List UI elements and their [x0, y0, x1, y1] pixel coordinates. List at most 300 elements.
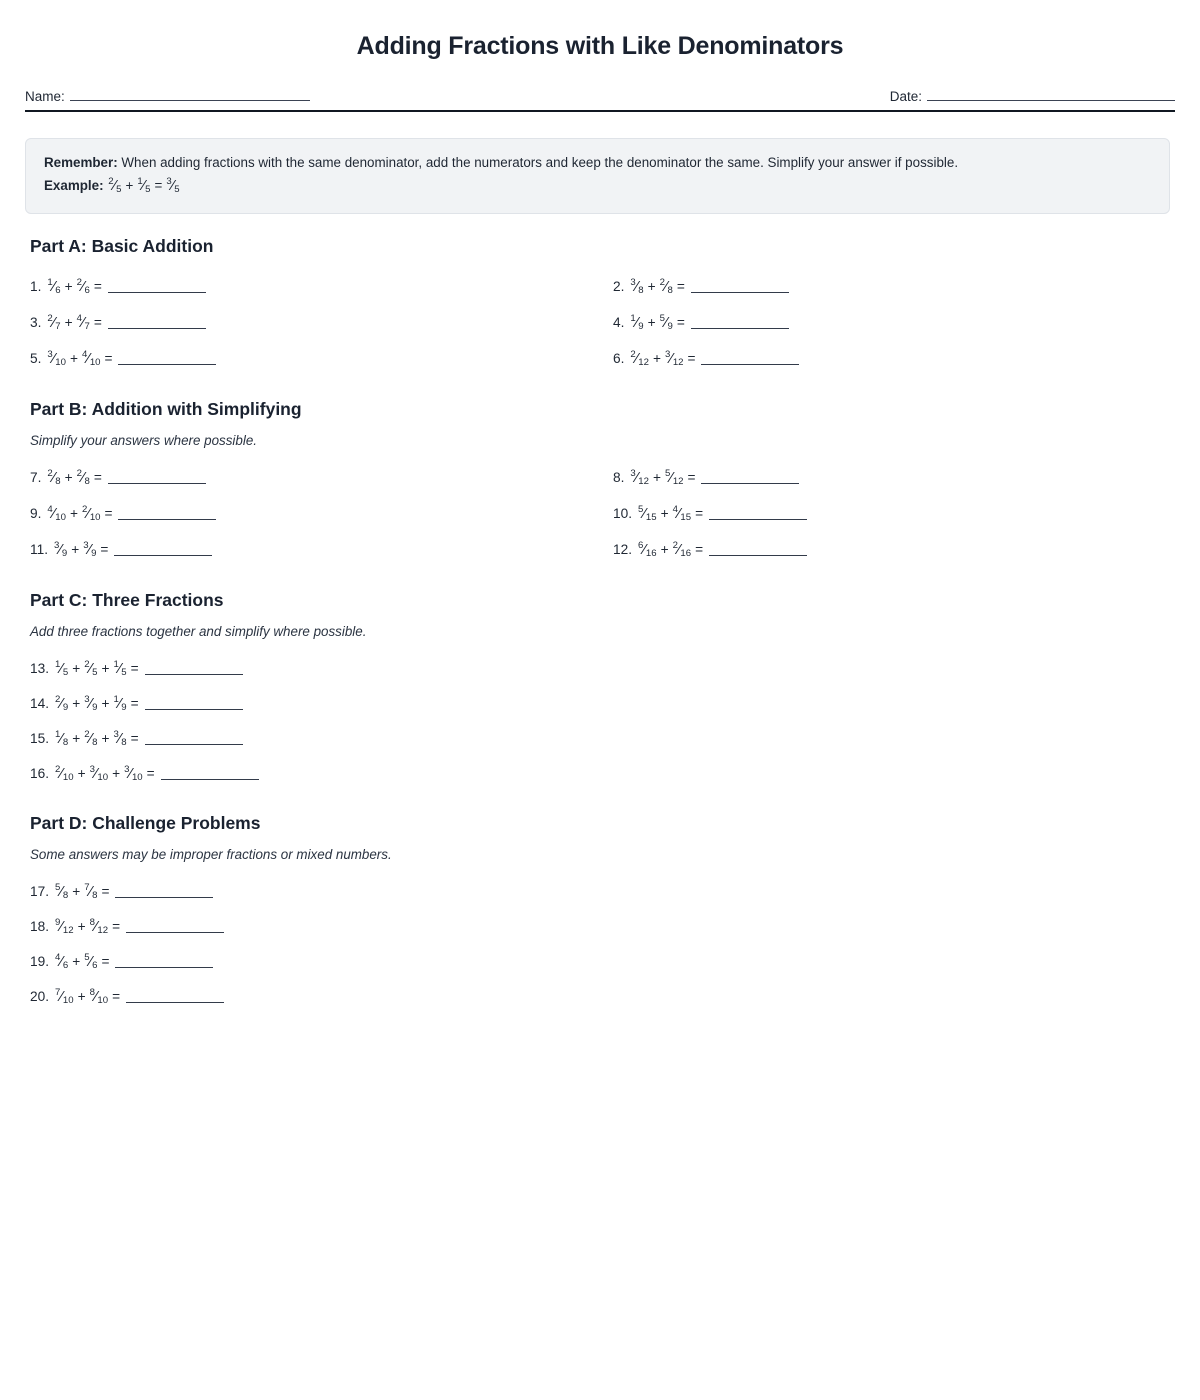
problem-number: 19.	[30, 953, 50, 969]
answer-blank[interactable]	[145, 733, 243, 745]
answer-blank[interactable]	[145, 698, 243, 710]
answer-blank[interactable]	[691, 281, 789, 293]
fraction-numerator: 2	[76, 468, 82, 480]
fraction-numerator: 1	[113, 693, 119, 705]
fraction-numerator: 3	[89, 763, 95, 775]
section	[25, 399, 1175, 568]
name-date-row	[25, 87, 1175, 112]
fraction-denominator: 12	[638, 357, 649, 369]
fraction-denominator: 8	[92, 736, 98, 748]
problem-number: 9.	[30, 506, 42, 522]
fraction-numerator: 2	[84, 728, 90, 740]
remember-label: Remember:	[44, 155, 118, 170]
fraction-slash: ⁄	[89, 694, 93, 712]
fraction-slash: ⁄	[60, 917, 63, 935]
fraction-numerator: 1	[630, 313, 636, 325]
fraction-slash: ⁄	[677, 541, 681, 559]
problem-number: 1.	[30, 279, 42, 295]
fraction-slash: ⁄	[60, 764, 63, 782]
plus-operator: +	[101, 695, 110, 711]
fraction-numerator: 3	[113, 728, 119, 740]
fraction	[90, 765, 109, 783]
fraction-denominator: 9	[121, 701, 127, 713]
fraction-numerator: 8	[89, 986, 95, 998]
answer-blank[interactable]	[701, 353, 799, 365]
fraction	[84, 883, 97, 901]
fraction-slash: ⁄	[664, 278, 668, 296]
fraction	[90, 918, 109, 936]
fraction-slash: ⁄	[635, 350, 639, 368]
problem-item	[608, 341, 1191, 377]
problem-number: 11.	[30, 542, 49, 558]
equals-operator: =	[101, 953, 110, 969]
fraction-denominator: 5	[174, 183, 180, 195]
answer-blank[interactable]	[118, 353, 216, 365]
problem-item	[25, 756, 1175, 791]
equals-operator: =	[146, 765, 155, 781]
fraction-slash: ⁄	[87, 505, 90, 523]
plus-operator: +	[71, 542, 80, 558]
name-write-line[interactable]	[70, 87, 310, 101]
fraction-slash: ⁄	[635, 278, 639, 296]
fraction	[84, 953, 97, 971]
problem-number: 3.	[30, 315, 42, 331]
fraction-denominator: 8	[62, 736, 69, 748]
problem-item	[25, 874, 1175, 909]
fraction-slash: ⁄	[52, 469, 56, 487]
fraction-slash: ⁄	[87, 350, 90, 368]
answer-blank[interactable]	[126, 921, 224, 933]
fraction-denominator: 10	[131, 771, 143, 783]
problem-number: 18.	[30, 918, 50, 934]
fraction-slash: ⁄	[677, 505, 681, 523]
answer-blank[interactable]	[709, 544, 807, 556]
fraction-numerator: 2	[659, 277, 665, 289]
problem-item	[25, 651, 1175, 686]
fraction-denominator: 6	[62, 959, 69, 971]
fraction-denominator: 8	[92, 889, 98, 901]
plus-operator: +	[660, 506, 669, 522]
fraction-denominator: 5	[92, 666, 98, 678]
page-title: Adding Fractions with Like Denominators	[356, 32, 844, 60]
fraction-slash: ⁄	[59, 541, 62, 559]
fraction-numerator: 5	[659, 313, 665, 325]
fraction-denominator: 5	[145, 183, 151, 195]
fraction-slash: ⁄	[94, 917, 98, 935]
answer-blank[interactable]	[709, 508, 807, 520]
fraction-slash: ⁄	[60, 659, 63, 677]
plus-operator: +	[647, 279, 656, 295]
plus-operator: +	[72, 953, 81, 969]
problem-number: 5.	[30, 351, 42, 367]
answer-blank[interactable]	[108, 472, 206, 484]
fraction-slash: ⁄	[52, 314, 56, 332]
problem-item	[25, 909, 1175, 944]
fraction-numerator: 5	[84, 951, 90, 963]
fraction	[630, 314, 643, 332]
fraction-numerator: 3	[84, 693, 90, 705]
fraction-numerator: 2	[47, 468, 53, 480]
section	[25, 236, 1175, 377]
fraction-denominator: 15	[680, 512, 692, 524]
fraction-slash: ⁄	[89, 882, 93, 900]
plus-operator: +	[77, 765, 86, 781]
fraction-denominator: 8	[55, 476, 61, 488]
fraction-denominator: 12	[672, 476, 684, 488]
plus-operator: +	[64, 279, 73, 295]
fraction-denominator: 10	[55, 512, 66, 524]
fraction	[77, 278, 90, 296]
fraction-numerator: 2	[55, 763, 61, 775]
fraction-denominator: 8	[62, 889, 69, 901]
fraction	[660, 278, 673, 296]
fraction	[166, 174, 179, 198]
plus-operator: +	[72, 695, 81, 711]
section-heading: Part B: Addition with Simplifying	[30, 399, 302, 419]
fraction	[124, 765, 143, 783]
fraction-slash: ⁄	[52, 278, 56, 296]
fraction-denominator: 12	[62, 924, 74, 936]
problem-item	[608, 532, 1191, 568]
fraction-slash: ⁄	[118, 729, 122, 747]
fraction-slash: ⁄	[60, 952, 63, 970]
problem-item	[25, 944, 1175, 979]
fraction-denominator: 10	[97, 771, 109, 783]
equals-operator: =	[100, 542, 109, 558]
section-heading: Part A: Basic Addition	[30, 236, 214, 256]
fraction-numerator: 6	[638, 540, 644, 552]
plus-operator: +	[77, 918, 86, 934]
fraction-numerator: 3	[166, 175, 172, 187]
fraction-denominator: 5	[62, 666, 69, 678]
section-instruction: Simplify your answers where possible.	[30, 433, 257, 448]
fraction-denominator: 9	[638, 321, 644, 333]
fraction-slash: ⁄	[94, 987, 98, 1005]
equals-operator: =	[93, 279, 102, 295]
fraction-numerator: 2	[47, 313, 53, 325]
answer-blank[interactable]	[161, 768, 259, 780]
remember-callout	[25, 138, 1170, 214]
fraction	[55, 695, 68, 713]
fraction	[47, 469, 60, 487]
equals-operator: =	[112, 918, 121, 934]
section	[25, 590, 1175, 791]
fraction	[84, 660, 97, 678]
fraction-slash: ⁄	[81, 314, 85, 332]
fraction-numerator: 2	[630, 349, 636, 361]
problem-item	[25, 269, 608, 305]
equals-operator: =	[676, 315, 685, 331]
fraction-numerator: 3	[47, 349, 53, 361]
fraction-numerator: 5	[55, 881, 61, 893]
fraction-numerator: 9	[55, 916, 61, 928]
fraction-numerator: 3	[630, 468, 636, 480]
fraction-denominator: 8	[667, 285, 673, 297]
remember-text: When adding fractions with the same denominator, add the numerators and keep the denominator the same. Simplify your answer if possible.	[117, 155, 959, 170]
section-heading: Part C: Three Fractions	[30, 590, 224, 610]
fraction	[638, 541, 657, 559]
plus-operator: +	[64, 315, 73, 331]
fraction-slash: ⁄	[129, 764, 132, 782]
fraction-denominator: 10	[89, 357, 101, 369]
date-field[interactable]	[890, 87, 1175, 104]
problem-number: 12.	[613, 542, 633, 558]
fraction-numerator: 1	[55, 658, 61, 670]
problem-item	[25, 979, 1175, 1014]
problem-item	[25, 721, 1175, 756]
fraction-denominator: 10	[55, 357, 66, 369]
fraction-numerator: 4	[81, 349, 88, 361]
fraction	[660, 314, 673, 332]
fraction	[55, 953, 68, 971]
fraction-denominator: 9	[667, 321, 673, 333]
problem-container	[25, 874, 1175, 1014]
problem-number: 13.	[30, 660, 50, 676]
fraction-denominator: 10	[97, 994, 109, 1006]
problem-item	[25, 532, 608, 568]
fraction-slash: ⁄	[94, 764, 98, 782]
date-write-line[interactable]	[927, 87, 1175, 101]
fraction-numerator: 3	[54, 540, 60, 552]
fraction	[638, 505, 657, 523]
fraction	[55, 660, 68, 678]
answer-blank[interactable]	[118, 508, 216, 520]
fraction	[77, 314, 90, 332]
fraction-denominator: 10	[62, 771, 74, 783]
fraction	[84, 695, 97, 713]
fraction-numerator: 3	[83, 540, 89, 552]
fraction-numerator: 7	[55, 986, 61, 998]
equals-operator: =	[130, 730, 139, 746]
fraction-slash: ⁄	[113, 176, 117, 194]
fraction	[630, 350, 649, 368]
fraction	[630, 469, 649, 487]
fraction	[113, 730, 126, 748]
fraction-slash: ⁄	[60, 729, 63, 747]
fraction	[90, 988, 109, 1006]
plus-operator: +	[652, 351, 661, 367]
problem-number: 7.	[30, 470, 42, 486]
fraction-denominator: 9	[91, 548, 97, 560]
answer-blank[interactable]	[145, 663, 243, 675]
fraction-numerator: 7	[84, 881, 90, 893]
fraction-numerator: 2	[672, 540, 678, 552]
fraction-denominator: 16	[680, 548, 692, 560]
fraction-slash: ⁄	[171, 176, 175, 194]
fraction-numerator: 1	[47, 277, 53, 289]
name-field[interactable]	[25, 87, 310, 104]
answer-blank[interactable]	[115, 956, 213, 968]
fraction-slash: ⁄	[60, 987, 63, 1005]
problem-number: 17.	[30, 883, 50, 899]
plus-operator: +	[660, 542, 669, 558]
fraction-slash: ⁄	[88, 541, 92, 559]
problem-number: 10.	[613, 506, 633, 522]
fraction-numerator: 3	[664, 349, 671, 361]
fraction-denominator: 6	[55, 285, 61, 297]
fraction-denominator: 15	[645, 512, 657, 524]
fraction-slash: ⁄	[60, 882, 63, 900]
fraction-denominator: 6	[84, 285, 90, 297]
fraction-numerator: 1	[137, 175, 143, 187]
section-instruction: Some answers may be improper fractions or mixed numbers.	[30, 847, 392, 862]
problem-item	[25, 686, 1175, 721]
problem-item	[608, 460, 1191, 496]
fraction-numerator: 1	[55, 728, 61, 740]
fraction-slash: ⁄	[52, 350, 56, 368]
plus-operator: +	[112, 765, 121, 781]
fraction-denominator: 7	[55, 321, 61, 333]
sections-container	[25, 236, 1175, 1014]
fraction-slash: ⁄	[52, 505, 56, 523]
fraction-numerator: 3	[124, 763, 130, 775]
fraction	[47, 350, 66, 368]
fraction	[82, 350, 101, 368]
fraction-numerator: 1	[113, 658, 119, 670]
problem-item	[25, 341, 608, 377]
fraction	[113, 660, 126, 678]
fraction-denominator: 12	[672, 357, 684, 369]
equals-operator: =	[104, 351, 113, 367]
section-heading: Part D: Challenge Problems	[30, 813, 261, 833]
fraction-denominator: 8	[638, 285, 644, 297]
problem-number: 14.	[30, 695, 50, 711]
fraction-denominator: 16	[645, 548, 657, 560]
fraction	[55, 765, 74, 783]
fraction-numerator: 4	[55, 951, 61, 963]
answer-blank[interactable]	[701, 472, 799, 484]
name-label: Name:	[25, 89, 65, 104]
fraction	[108, 174, 121, 198]
fraction-denominator: 10	[62, 994, 74, 1006]
problem-item	[608, 269, 1191, 305]
answer-blank[interactable]	[108, 317, 206, 329]
fraction-numerator: 3	[630, 277, 636, 289]
problem-item	[608, 496, 1191, 532]
fraction-slash: ⁄	[118, 694, 122, 712]
fraction-denominator: 6	[92, 959, 98, 971]
fraction-slash: ⁄	[643, 541, 646, 559]
fraction	[83, 541, 96, 559]
fraction-slash: ⁄	[81, 278, 85, 296]
example-line	[44, 174, 1151, 198]
answer-blank[interactable]	[114, 544, 212, 556]
fraction-numerator: 2	[84, 658, 90, 670]
fraction	[47, 314, 60, 332]
fraction-slash: ⁄	[89, 952, 93, 970]
plus-operator: +	[69, 506, 78, 522]
fraction	[54, 541, 67, 559]
problem-container	[25, 651, 1175, 791]
fraction-slash: ⁄	[635, 314, 639, 332]
plus-operator: +	[69, 351, 78, 367]
fraction-numerator: 4	[47, 504, 53, 516]
section	[25, 813, 1175, 1014]
problem-container	[25, 269, 1175, 377]
equals-operator: =	[676, 279, 685, 295]
fraction-numerator: 2	[81, 504, 88, 516]
fraction	[630, 278, 643, 296]
equals-operator: =	[695, 542, 704, 558]
equals-operator: =	[93, 470, 102, 486]
fraction-numerator: 8	[89, 916, 95, 928]
section-instruction: Add three fractions together and simplify where possible.	[30, 624, 367, 639]
fraction	[47, 278, 60, 296]
fraction-denominator: 9	[92, 701, 98, 713]
plus-operator: +	[72, 730, 81, 746]
fraction-denominator: 9	[62, 701, 69, 713]
fraction	[55, 918, 74, 936]
fraction	[77, 469, 90, 487]
plus-operator: +	[652, 470, 661, 486]
equals-operator: =	[154, 177, 163, 193]
answer-blank[interactable]	[691, 317, 789, 329]
fraction-slash: ⁄	[670, 350, 673, 368]
plus-operator: +	[72, 883, 81, 899]
fraction-slash: ⁄	[60, 694, 63, 712]
remember-line	[44, 152, 1151, 174]
fraction-numerator: 4	[76, 313, 82, 325]
problem-number: 6.	[613, 351, 625, 367]
plus-operator: +	[72, 660, 81, 676]
fraction-numerator: 5	[638, 504, 644, 516]
equals-operator: =	[695, 506, 704, 522]
fraction-slash: ⁄	[670, 469, 673, 487]
fraction-denominator: 12	[97, 924, 109, 936]
fraction-denominator: 5	[116, 183, 122, 195]
plus-operator: +	[64, 470, 73, 486]
fraction-numerator: 5	[664, 468, 671, 480]
problem-number: 15.	[30, 730, 50, 746]
problem-item	[608, 305, 1191, 341]
problem-item	[25, 305, 608, 341]
equals-operator: =	[104, 506, 113, 522]
plus-operator: +	[125, 177, 134, 193]
fraction	[137, 174, 150, 198]
answer-blank[interactable]	[108, 281, 206, 293]
problem-number: 16.	[30, 765, 50, 781]
problem-item	[25, 460, 608, 496]
equals-operator: =	[130, 660, 139, 676]
problem-number: 20.	[30, 988, 50, 1004]
equals-operator: =	[112, 988, 121, 1004]
plus-operator: +	[77, 988, 86, 1004]
example-label: Example:	[44, 177, 104, 193]
fraction-denominator: 9	[61, 548, 68, 560]
fraction	[113, 695, 126, 713]
fraction-slash: ⁄	[635, 469, 639, 487]
plus-operator: +	[647, 315, 656, 331]
fraction	[673, 505, 692, 523]
plus-operator: +	[101, 660, 110, 676]
fraction-denominator: 8	[84, 476, 90, 488]
answer-blank[interactable]	[126, 991, 224, 1003]
fraction-denominator: 8	[121, 736, 127, 748]
problem-number: 4.	[613, 315, 625, 331]
problem-number: 2.	[613, 279, 625, 295]
fraction-denominator: 7	[84, 321, 90, 333]
fraction	[673, 541, 692, 559]
fraction-slash: ⁄	[89, 659, 93, 677]
equals-operator: =	[687, 470, 696, 486]
answer-blank[interactable]	[115, 886, 213, 898]
plus-operator: +	[101, 730, 110, 746]
fraction	[665, 350, 684, 368]
equals-operator: =	[93, 315, 102, 331]
fraction	[665, 469, 684, 487]
fraction-slash: ⁄	[89, 729, 93, 747]
fraction-denominator: 10	[89, 512, 101, 524]
